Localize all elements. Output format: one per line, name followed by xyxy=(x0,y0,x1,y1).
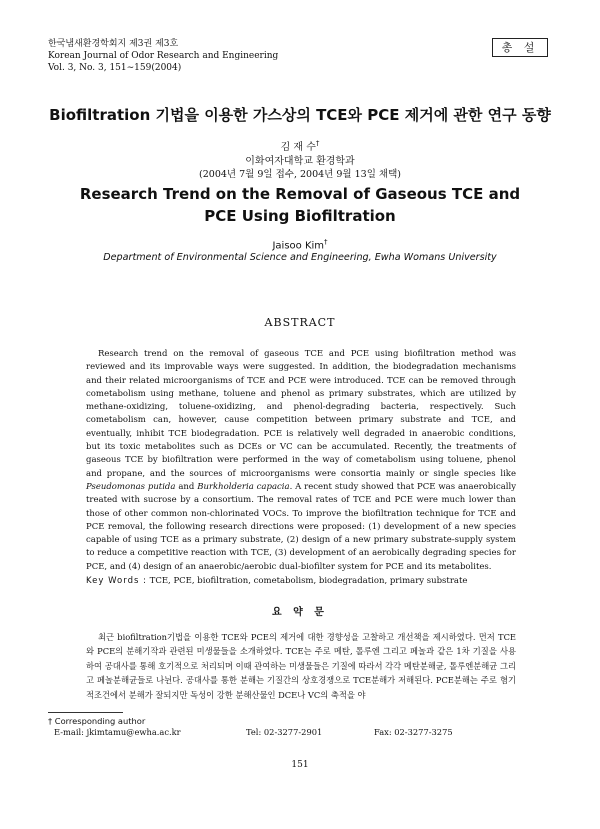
abstract-and: and xyxy=(175,481,198,492)
journal-name-korean: 한국냄새환경학회지 제3권 제3호 xyxy=(48,39,179,49)
korean-author-name: 김 재 수 xyxy=(280,142,316,153)
contact-email: E-mail: jkimtamu@ewha.ac.kr xyxy=(54,727,181,737)
english-author-mark: † xyxy=(324,238,328,246)
keywords-list: TCE, PCE, biofiltration, cometabolism, biodegradation, primary substrate xyxy=(149,576,468,586)
abstract-paragraph xyxy=(86,348,516,574)
english-title-line-2: PCE Using Biofiltration xyxy=(204,207,396,225)
contact-fax: Fax: 02-3277-3275 xyxy=(374,727,453,737)
contact-info xyxy=(48,727,568,739)
english-author xyxy=(0,238,600,251)
korean-summary-heading: 요 약 문 xyxy=(272,607,328,618)
corresponding-author-label: † Corresponding author xyxy=(48,716,146,726)
article-type-badge: 총 설 xyxy=(492,38,548,57)
footnote-divider xyxy=(48,712,123,713)
korean-summary-paragraph: 최근 biofiltration기법을 이용한 TCE와 PCE의 제거에 대한 경향성을 고찰하고 개선책을 제시하였다. 먼저 TCE와 PCE의 분해기작과 관련된 미생물들을 소개하였다. TCE는 주로 메탄, 톨루엔 그리고 페놀과 같은 1차 기질을 사용하여 공대사를 통해 호기적으로 처리되며 이때 관여하는 미생물들은 기질에 따라서 각각 메탄분해균, 톨루엔분해균 그리고 페놀분해균들로 나뉜다. 공대사를 통한 분해는 기질간의 상호경쟁으로 TCE분해가 저해된다. PCE분해는 주로 혐기적조건에서 분해가 잘되지만 독성이 강한 분해산물인 DCE나 VC의 축적을 야 xyxy=(86,632,516,700)
journal-name-english: Korean Journal of Odor Research and Engineering xyxy=(48,51,279,61)
english-title-line-1: Research Trend on the Removal of Gaseous TCE and xyxy=(79,185,521,203)
english-title xyxy=(0,183,600,227)
english-author-name: Jaisoo Kim xyxy=(272,240,325,252)
page-number: 151 xyxy=(291,760,309,770)
english-affiliation: Department of Environmental Science and Engineering, Ewha Womans University xyxy=(103,252,497,263)
korean-title: Biofiltration 기법을 이용한 가스상의 TCE와 PCE 제거에 관한 연구 동향 xyxy=(49,106,551,124)
species-burkholderia: Burkholderia capacia xyxy=(197,481,290,492)
keywords xyxy=(86,576,526,586)
species-pseudomonas: Pseudomonas putida xyxy=(86,481,176,492)
journal-header xyxy=(48,38,278,74)
journal-volume: Vol. 3, No. 3, 151∼159(2004) xyxy=(48,63,182,73)
footnote xyxy=(48,716,568,739)
received-accepted-dates: (2004년 7월 9일 접수, 2004년 9월 13일 채택) xyxy=(199,169,401,180)
abstract-text-2: . A recent study showed that PCE was anaerobically treated with sucrose by a consortium. The removal rates of TCE and PCE were much lower than those of other common non-chlorinated VOCs. To improve the biofiltration technique for TCE and PCE removal, the following research directions were proposed: (1) development of a new species capable of using TCE as a primary substrate, (2) design of a new primary substrate-supply system to reduce a competitive reaction with TCE, (3) development of an aerobically degrading species for PCE, and (4) design of an anaerobic/aerobic dual-biofilter system for PCE and its metabolites. xyxy=(86,481,517,572)
abstract-heading: ABSTRACT xyxy=(264,316,336,329)
abstract-text-1: Research trend on the removal of gaseous TCE and PCE using biofiltration method was reviewed and its improvable ways were suggested. In addition, the biodegradation mechanisms and their related microorganisms of TCE and PCE were introduced. TCE can be removed through cometabolism using methane, toluene and phenol as primary substrates, which are utilized by methane-oxidizing, toluene-oxidizing, and phenol-degrading bacteria, respectively. Such cometabolism can, however, cause competition between primary substrate and TCE, and eventually, inhibit TCE biodegradation. PCE is relatively well degraded in anaerobic conditions, but its toxic metabolites such as DCEs or VC can be accumulated. Recently, the treatments of gaseous TCE by biofiltration were performed in the way of cometabolism using toluene, phenol and propane, and the sources of microorganisms were consortia mainly or single species like xyxy=(86,349,516,479)
keywords-label: Key Words : xyxy=(86,576,147,586)
abstract-body xyxy=(86,348,516,574)
korean-affiliation: 이화여자대학교 환경학과 xyxy=(245,156,355,167)
contact-tel: Tel: 02-3277-2901 xyxy=(246,727,323,737)
korean-summary-body xyxy=(86,630,516,702)
korean-author xyxy=(0,138,600,153)
corresponding-author-mark: † xyxy=(315,139,320,148)
